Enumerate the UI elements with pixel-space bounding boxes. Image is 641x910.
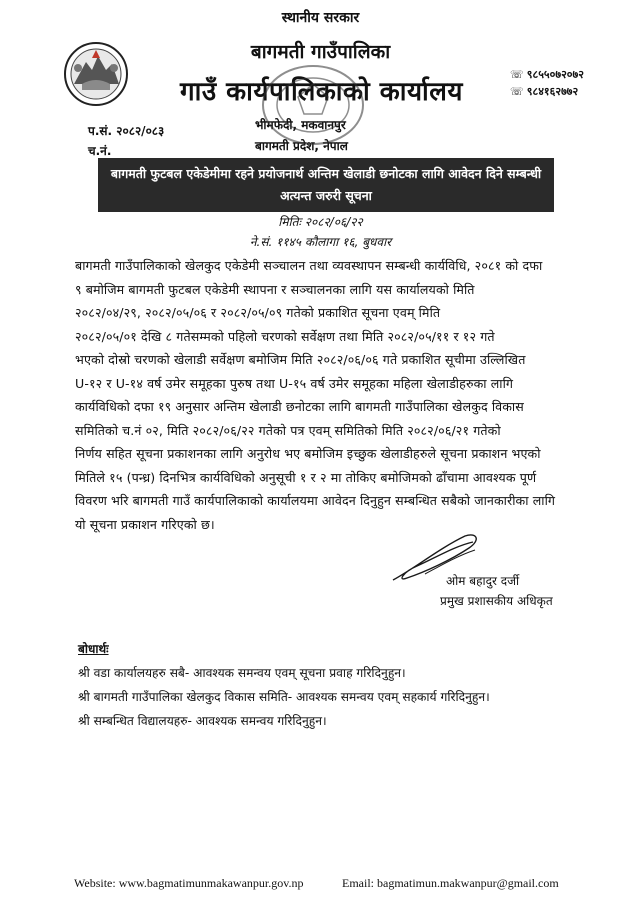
dispatch-number: च.नं. <box>88 144 112 158</box>
website-link[interactable]: www.bagmatimunmakawanpur.gov.np <box>118 876 304 890</box>
body-line: विवरण भरि बागमती गाउँ कार्यपालिकाको कार्यालयमा आवेदन दिनुहुन सम्बन्धित सबैको जानकारीका लागि <box>75 493 556 508</box>
body-line: निर्णय सहित सूचना प्रकाशनका लागि अनुरोध भए बमोजिम इच्छुक खेलाडीहरुले सूचना प्रकाशन भएको <box>75 446 541 461</box>
nepal-sambat-date: ने.सं. ११४५ कौलागा १६, बुधवार <box>249 235 392 249</box>
footer-email: Email: bagmatimun.makwanpur@gmail.com <box>342 876 559 890</box>
body-line: U-१२ र U-१४ वर्ष उमेर समूहका पुरुष तथा U-१५ वर्ष उमेर समूहका महिला खेलाडीहरुका लागि <box>75 375 514 391</box>
body-line: २०८२/०५/०१ देखि ८ गतेसम्मको पहिलो चरणको सर्वेक्षण तथा मिति २०८२/०५/११ र १२ गते <box>75 328 495 344</box>
notice-date: मितिः २०८२/०६/२२ <box>278 215 363 229</box>
email-link[interactable]: bagmatimun.makwanpur@gmail.com <box>377 876 559 890</box>
municipality-name: बागमती गाउँपालिका <box>250 41 391 63</box>
body-line: समितिको च.नं ०२, मिति २०८२/०६/२२ गतेको पत्र एवम् समितिको मिति २०८२/०६/२१ गतेको <box>75 422 501 438</box>
cc-item: श्री सम्बन्धित विद्यालयहरु- आवश्यक समन्वय गरिदिनुहुन। <box>78 714 327 728</box>
office-name: गाउँ कार्यपालिकाको कार्यालय <box>180 77 463 107</box>
cc-heading: बोधार्थः <box>78 642 109 656</box>
office-address: भीमफेदी, मकवानपुर <box>255 118 346 132</box>
signatory-designation: प्रमुख प्रशासकीय अधिकृत <box>440 594 553 608</box>
notice-body <box>75 254 561 536</box>
cc-item: श्री वडा कार्यालयहरु सबै- आवश्यक समन्वय एवम् सूचना प्रवाह गरिदिनुहुन। <box>78 666 406 680</box>
body-line: २०८२/०४/२९, २०८२/०५/०६ र २०८२/०५/०९ गतेको प्रकाशित सूचना एवम् मिति <box>75 305 441 320</box>
office-seal-icon <box>258 62 368 148</box>
government-label: स्थानीय सरकार <box>281 10 360 26</box>
signatory-name: ओम बहादुर दर्जी <box>446 574 520 588</box>
body-line: कार्यविधिको दफा १९ अनुसार अन्तिम खेलाडी छनोटका लागि बागमती गाउँपालिका खेलकुद विकास <box>75 399 524 414</box>
body-line: ९ बमोजिम बागमती फुटबल एकेडेमी स्थापना र सञ्चालनका लागि यस कार्यालयको मिति <box>75 281 475 297</box>
notice-title-banner <box>98 158 554 212</box>
body-line: मितिले १५ (पन्ध्र) दिनभित्र कार्यविधिको अनुसूची १ र २ मा तोकिए बमोजिमको ढाँचामा आवश्यक पूर्ण <box>75 469 537 485</box>
body-line: भएको दोस्रो चरणको खेलाडी सर्वेक्षण बमोजिम मिति २०८२/०६/०६ गते प्रकाशित सूचीमा उल्लिखित <box>75 352 526 367</box>
notice-title-line-2: अत्यन्त जरुरी सूचना <box>280 188 372 203</box>
body-line: बागमती गाउँपालिकाको खेलकुद एकेडेमी सञ्चालन तथा व्यवस्थापन सम्बन्धी कार्यविधि, २०८१ को दफा <box>75 258 543 273</box>
letter-number: प.सं. २०८२/०८३ <box>88 124 165 138</box>
office-province: बागमती प्रदेश, नेपाल <box>255 139 348 153</box>
body-line: यो सूचना प्रकाशन गरिएको छ। <box>75 516 215 532</box>
phone-number-2: ☏ ९८४१६२७७२ <box>510 85 579 98</box>
footer-website: Website: www.bagmatimunmakawanpur.gov.np <box>74 876 304 890</box>
cc-item: श्री बागमती गाउँपालिका खेलकुद विकास समिति- आवश्यक समन्वय एवम् सहकार्य गरिदिनुहुन। <box>78 690 490 704</box>
phone-number-1: ☏ ९८५५०७२०७२ <box>510 68 584 81</box>
telephone-icon: ☏ <box>510 68 524 81</box>
notice-title-line-1: बागमती फुटबल एकेडेमीमा रहने प्रयोजनार्थ अन्तिम खेलाडी छनोटका लागि आवेदन दिने सम्बन्धी <box>110 166 542 181</box>
telephone-icon: ☏ <box>510 85 524 98</box>
